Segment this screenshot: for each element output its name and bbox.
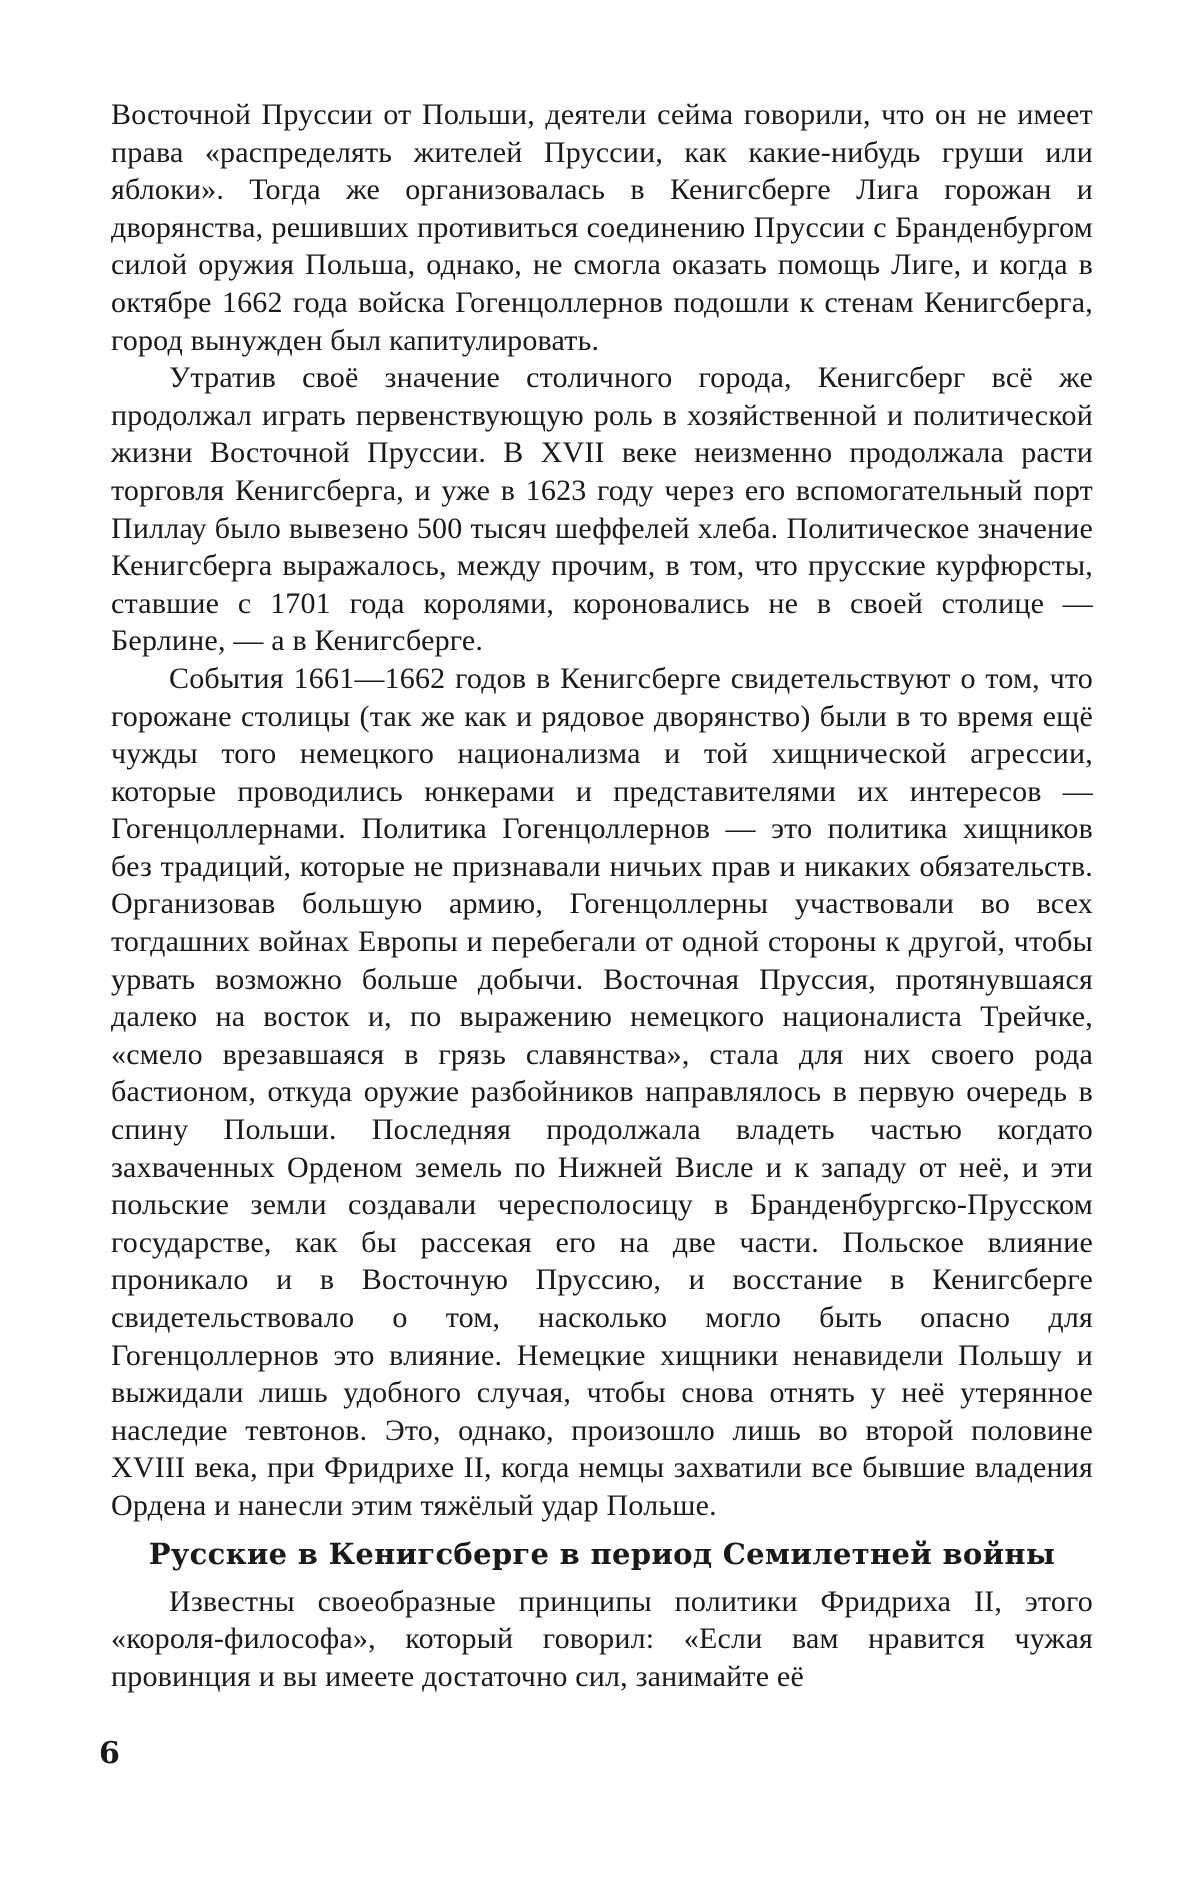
paragraph-continuation: Восточной Пруссии от Польши, деятели сейма говорили, что он не имеет права «распределять жителей Пруссии, как какие-нибудь груши или яблоки». Тогда же организовалась в Кенигсберге Лига горожан и дворянства, решивших противиться соединению Пруссии с Бранденбургом силой оружия Польша, однако, не смогла оказать помощь Лиге, и когда в октябре 1662 года войска Гогенцоллернов подошли к стенам Кенигсберга, город вынужден был капитулировать.	[111, 98, 1093, 357]
section-heading: Русские в Кенигсберге в период Семилетней войны	[148, 1536, 1056, 1571]
page-number: 6	[99, 1736, 120, 1771]
paragraph-events-1661-1662: События 1661—1662 годов в Кенигсберге свидетельствуют о том, что горожане столицы (так же как и рядовое дворянство) были в то время ещё чужды того немецкого национализма и той хищнической агрессии, которые проводились юнкерами и представителями их интересов — Гогенцоллернами. Политика Гогенцоллернов — это политика хищников без традиций, которые не признавали ничьих прав и никаких обязательств. Организовав большую армию, Гогенцоллерны участвовали во всех тогдашних войнах Европы и перебегали от одной стороны к другой, чтобы урвать возможно больше добычи. Восточная Пруссия, протянувшаяся далеко на восток и, по выражению немецкого националиста Трейчке, «смело врезавшаяся в грязь славянства», стала для них своего рода бастионом, откуда оружие разбойников направлялось в первую очередь в спину Польши. Последняя продолжала владеть частью когдато захваченных Орденом земель по Нижней Висле и к западу от неё, и эти польские земли создавали чересполосицу в Бранденбургско-Прусском государстве, как бы рассекая его на две части. Польское влияние проникало и в Восточную Пруссию, и восстание в Кенигсберге свидетельствовало о том, насколько могло быть опасно для Гогенцоллернов это влияние. Немецкие хищники ненавидели Польшу и выжидали лишь удобного случая, чтобы снова отнять у неё утерянное наследие тевтонов. Это, однако, произошло лишь во второй половине XVIII века, при Фридрихе II, когда немцы захватили все бывшие владения Ордена и нанесли этим тяжёлый удар Польше.	[111, 661, 1093, 1522]
paragraph-koenigsberg-role: Утратив своё значение столичного города, Кенигсберг всё же продолжал играть первенствующую роль в хозяйственной и политической жизни Восточной Пруссии. В XVII веке неизменно продолжала расти торговля Кенигсберга, и уже в 1623 году через его вспомогательный порт Пиллау было вывезено 500 тысяч шеффелей хлеба. Политическое значение Кенигсберга выражалось, между прочим, в том, что прусские курфюрсты, ставшие с 1701 года королями, короновались не в своей столице — Берлине, — а в Кенигсберге.	[111, 361, 1093, 658]
paragraph-frederick-principles: Известны своеобразные принципы политики Фридриха II, этого «короля-философа», который говорил: «Если вам нравится чужая провинция и вы имеете достаточно сил, занимайте её	[111, 1584, 1093, 1693]
book-page-text	[111, 96, 1093, 1695]
